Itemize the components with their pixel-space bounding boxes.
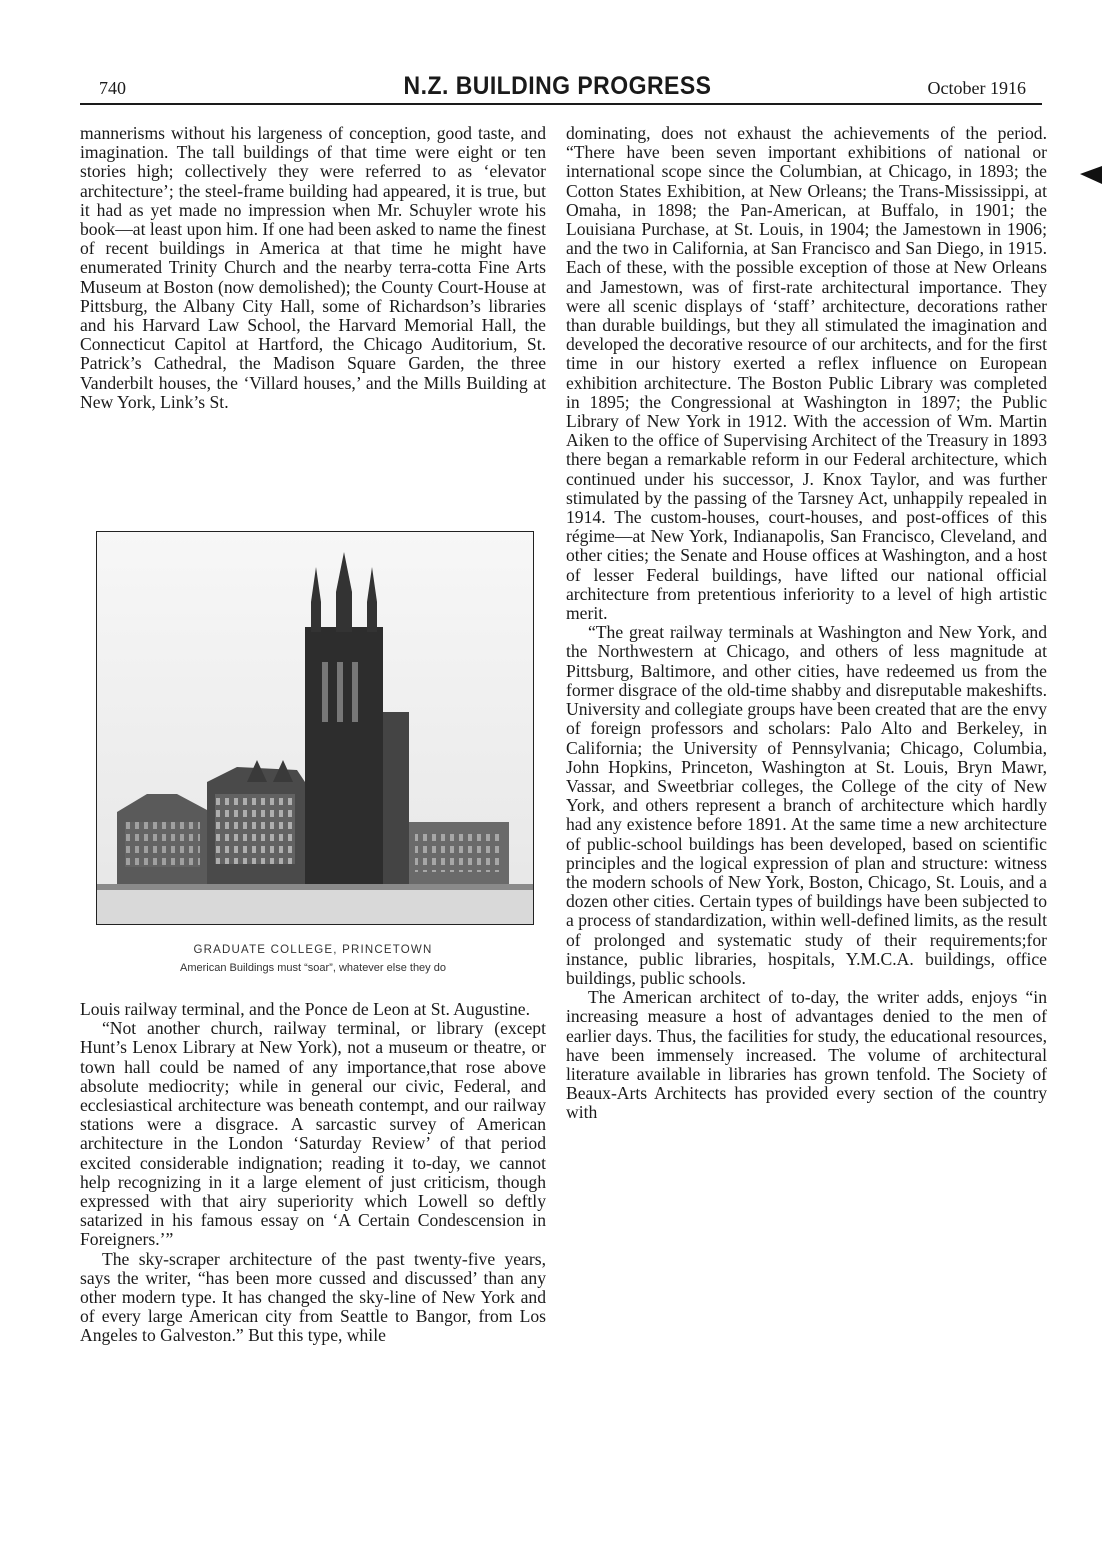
paragraph: “The great railway terminals at Washington and New York, and the Northwestern at Chicago, and others of less magnitude at Pittsburg, Baltimore, and other cities, have redeemed us from the former disgrace of the old-time shabby and disreputable makeshifts. University and collegiate groups have been created that are the envy of foreign professors and scholars: Palo Alto and Berkeley, in California; the University of Pennsylvania; Chicago, Columbia, John Hopkins, Princeton, Washington at St. Louis, Bryn Mawr, Vassar, and Sweetbriar colleges, the College of the city of New York, and others represent a branch of architecture which hardly had any existence before 1891. At the same time a new architecture of public-school buildings has been developed, based on scientific principles and the logical expression of plan and structure: witness the modern schools of New York, Boston, Chicago, St. Louis, and a dozen other cities. Certain types of buildings have been subjected to a process of standardization, within well-defined limits, as the result of prolonged and systematic study of their requirements;for instance, public libraries, hospitals, Y.M.C.A. buildings, office buildings, public schools.	[566, 622, 1047, 988]
page-number: 740	[99, 78, 126, 98]
left-column-top	[80, 124, 546, 412]
paragraph: The American architect of to-day, the writer adds, enjoys “in increasing measure a host of advantages denied to the men of earlier days. Thus, the facilities for study, the educational resources, have been immensely increased. The volume of architectural literature available in libraries has grown tenfold. The Society of Beaux-Arts Architects has provided every section of the country with	[566, 987, 1047, 1123]
issue-date: October 1916	[927, 78, 1026, 98]
left-column-bottom	[80, 1000, 546, 1346]
paragraph: The sky-scraper architecture of the past twenty-five years, says the writer, “has been more cussed and discussed’ than any other modern type. It has changed the sky-line of New York and of every large American city from Seattle to Bangor, from Los Angeles to Galveston.” But this type, while	[80, 1248, 546, 1346]
paragraph: “Not another church, railway terminal, or library (except Hunt’s Lenox Library at New York), not a museum or theatre, or town hall could be named of any importance,that rose above absolute mediocrity; while in general our civic, Federal, and ecclesiastical architecture was beneath contempt, and our railway stations were a disgrace. A sarcastic survey of American architecture in the London ‘Saturday Review’ of that period excited considerable indignation; reading it to-day, we cannot help recognizing in it a large element of just criticism, though expressed with that airy superiority which Lowell so deftly satarized in his famous essay on ‘A Certain Condescension in Foreigners.’”	[80, 1018, 546, 1250]
graduate-college-photo	[96, 531, 534, 925]
publication-title: N.Z. BUILDING PROGRESS	[403, 72, 712, 100]
right-column	[566, 124, 1047, 1123]
paragraph: Louis railway terminal, and the Ponce de Leon at St. Augustine.	[80, 999, 531, 1019]
margin-arrow-icon	[1080, 164, 1104, 186]
paragraph: dominating, does not exhaust the achievements of the period. “There have been seven important exhibitions of national or international scope since the Columbian, at Chicago, in 1893; the Cotton States Exhibition, at New Orleans; the Trans-Mississippi, at Omaha, in 1898; the Pan-American, at Buffalo, in 1901; the Louisiana Purchase, at St. Louis, in 1904; the Jamestown in 1906; and the two in California, at San Francisco and San Diego, in 1915. Each of these, with the possible exception of those at New Orleans and Jamestown, was of first-rate architectural importance. They were all scenic displays of ‘staff’ architecture, decorations rather than durable buildings, but they all stimulated the imagination and developed the decorative resource of our architects, and for the first time in our history exerted a reflex influence on European exhibition architecture. The Boston Public Library was completed in 1895; the Congressional at Washington in 1897; the Public Library of New York in 1912. With the accession of Wm. Martin Aiken to the office of Supervising Architect of the Treasury in 1893 there began a remarkable reform in our Federal architecture, which continued under his successor, J. Knox Taylor, and was further stimulated by the passing of the Tarsney Act, unhappily repealed in 1914. The custom-houses, court-houses, and post-offices of this régime—at New York, Indianapolis, San Francisco, Cleveland, and other cities; the Senate and House offices at Washington, and a host of lesser Federal buildings, have lifted our national official architecture from pretentious inferiority to a level of high artistic merit.	[566, 123, 1047, 624]
figure-caption-subtitle: American Buildings must “soar”, whatever else they do	[180, 962, 446, 974]
figure-caption-title: GRADUATE COLLEGE, PRINCETOWN	[193, 944, 433, 956]
paragraph: mannerisms without his largeness of conception, good taste, and imagination. The tall buildings of that time were eight or ten stories high; collectively they were referred to as ‘elevator architecture’; the steel-frame building had appeared, it is true, but it had as yet made no impression when Mr. Schuyler wrote his book—at least upon him. If one had been asked to name the finest of recent buildings in America at that time he might have enumerated Trinity Church and the nearby terra-cotta Fine Arts Museum at Boston (now demolished); the County Court-House at Pittsburg, the Albany City Hall, some of Richardson’s libraries and his Harvard Law School, the Harvard Memorial Hall, the Connecticut Capitol at Hartford, the Chicago Auditorium, St. Patrick’s Cathedral, the Madison Square Garden, the three Vanderbilt houses, the ‘Villard houses,’ and the Mills Building at New York, Link’s St.	[80, 123, 546, 412]
header-rule	[80, 103, 1042, 105]
